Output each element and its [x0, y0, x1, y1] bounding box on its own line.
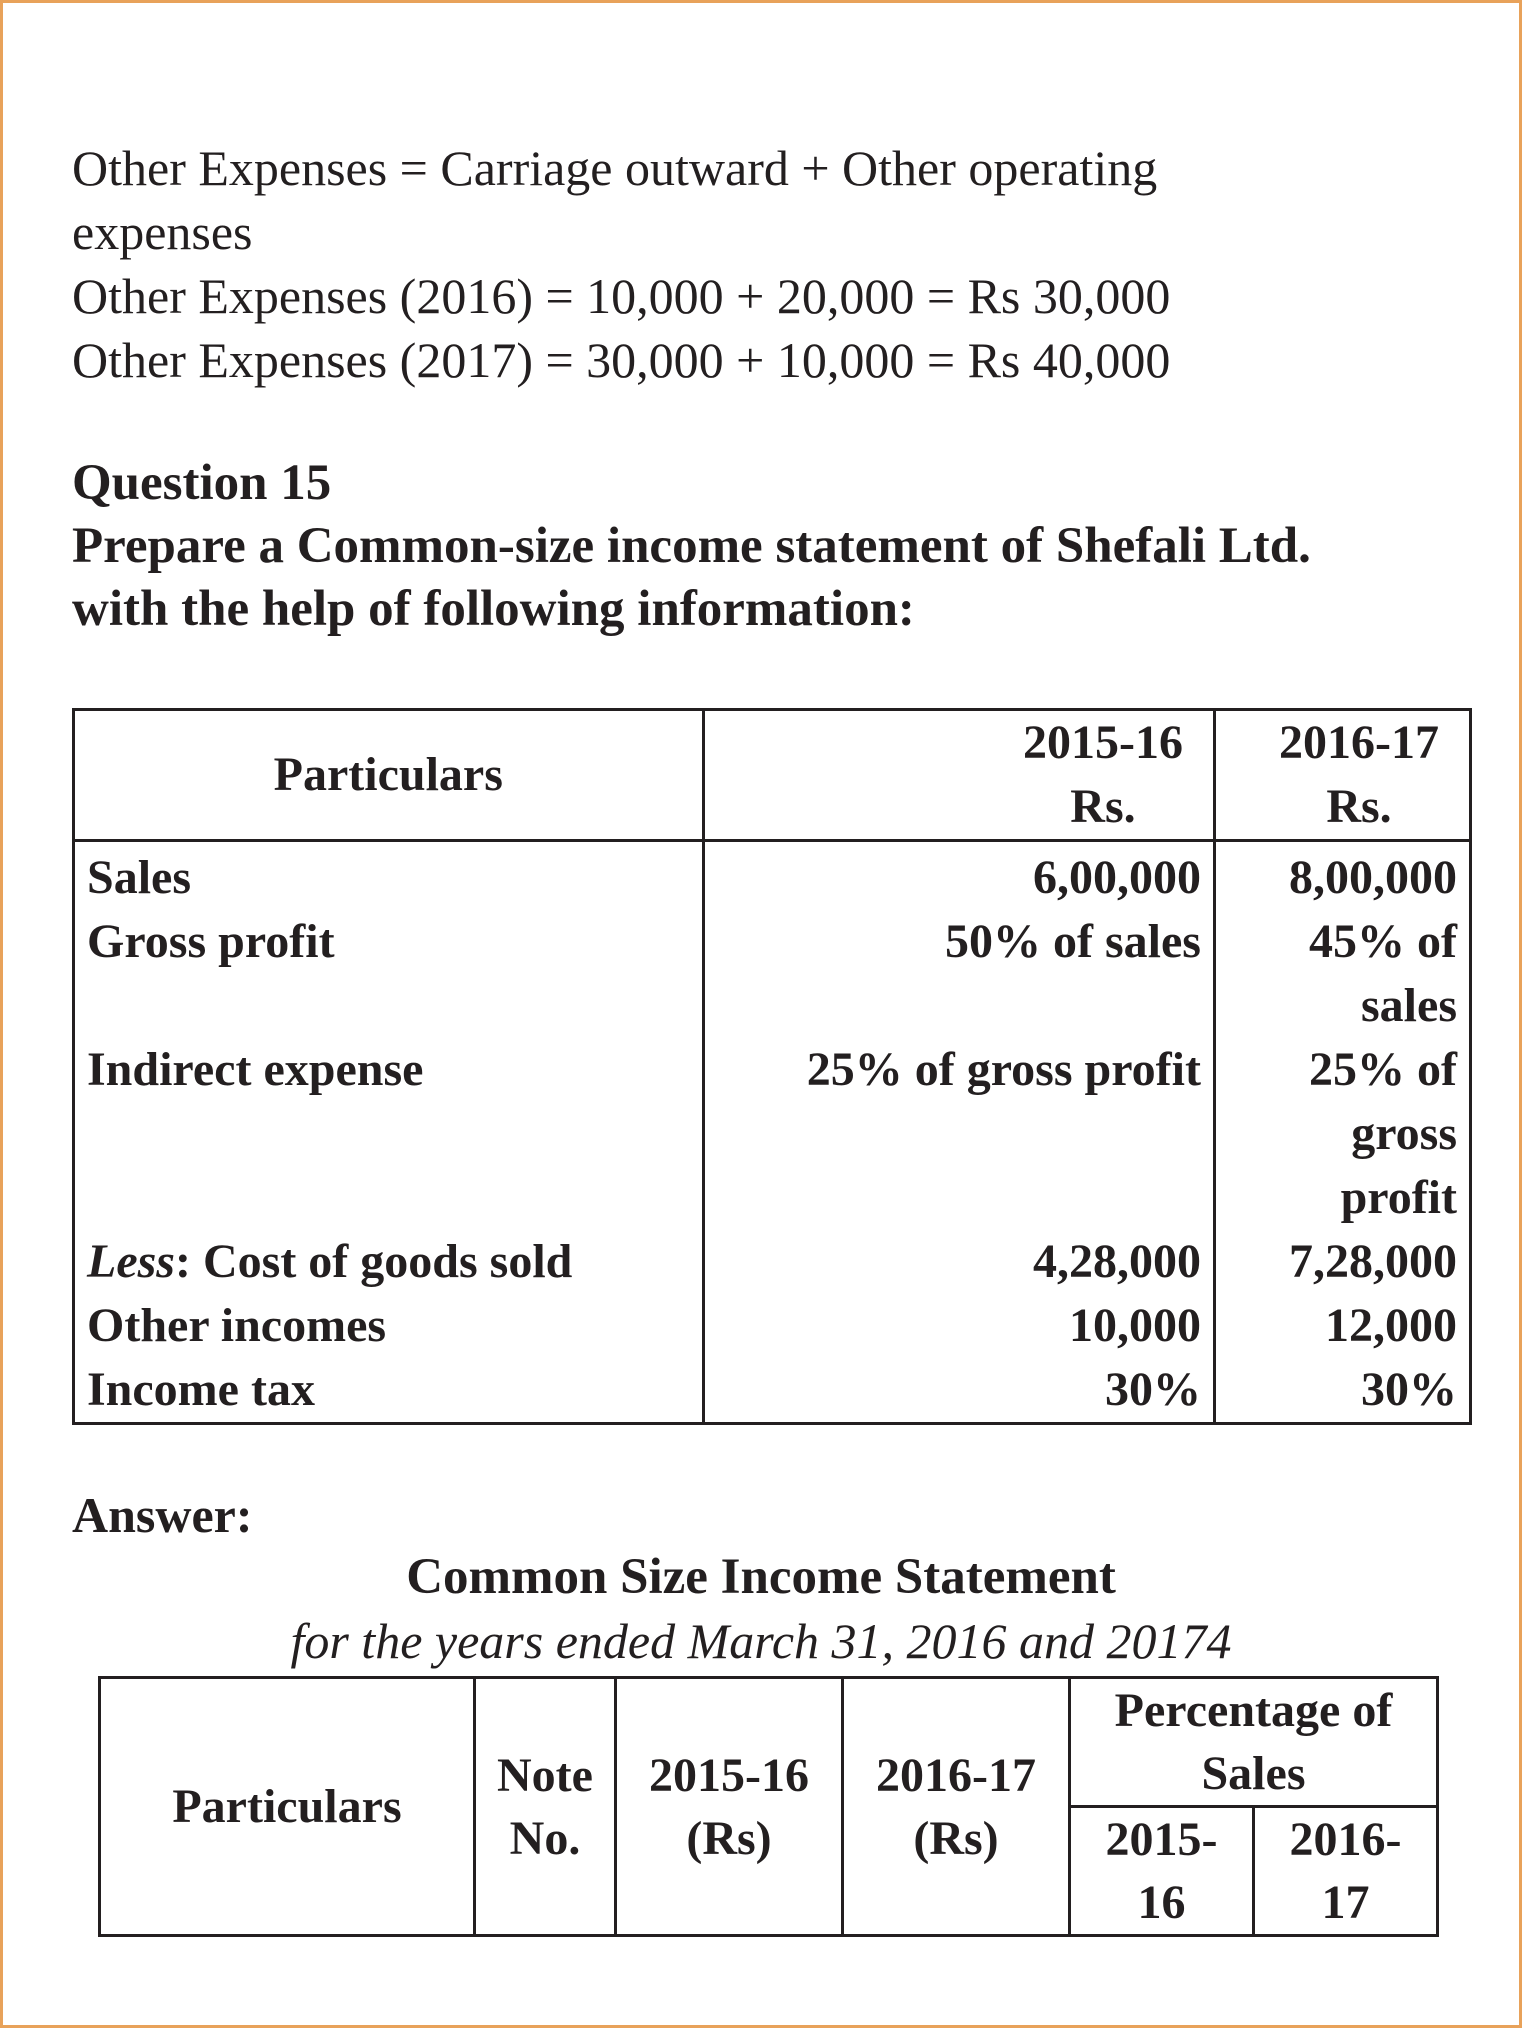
- header-particulars: Particulars: [74, 710, 704, 841]
- answer-header-row: [100, 1678, 1438, 1807]
- intro-line: expenses: [72, 204, 253, 260]
- value-indirect-expense-y1: 25% of gross profit: [806, 1043, 1201, 1096]
- row-label-sales: Sales: [87, 851, 192, 904]
- statement-subtitle: for the years ended March 31, 2016 and 20174: [290, 1613, 1232, 1669]
- question-text: Prepare a Common-size income statement of Shefali Ltd.: [72, 518, 1311, 574]
- year-2015-16-column: [703, 841, 1214, 1424]
- row-spacer: [717, 1102, 1201, 1166]
- header-year: 2015-16: [1022, 716, 1183, 769]
- answer-header-percentage: Percentage of Sales: [1070, 1678, 1438, 1807]
- statement-title: Common Size Income Statement: [406, 1549, 1116, 1605]
- value-gross-profit-y1: 50% of sales: [944, 915, 1201, 968]
- row-label-other-incomes: Other incomes: [87, 1299, 387, 1352]
- answer-header-particulars: Particulars: [100, 1678, 475, 1936]
- answer-header-note: Note No.: [475, 1678, 616, 1936]
- value-income-tax-y1: 30%: [1104, 1363, 1201, 1416]
- row-label-income-tax: Income tax: [87, 1363, 315, 1416]
- answer-table: [98, 1676, 1439, 1937]
- value-cogs-y1: 4,28,000: [1032, 1235, 1201, 1288]
- value-other-incomes-y1: 10,000: [1068, 1299, 1201, 1352]
- answer-label: Answer:: [72, 1487, 253, 1543]
- particulars-column: [74, 841, 704, 1424]
- value-other-incomes-y2: 12,000: [1325, 1299, 1457, 1352]
- table-body-row: [74, 841, 1471, 1424]
- intro-line: Other Expenses (2016) = 10,000 + 20,000 = Rs 30,000: [72, 268, 1171, 324]
- question-text: with the help of following information:: [72, 581, 915, 637]
- value-sales-y1: 6,00,000: [1032, 851, 1201, 904]
- row-label-cogs: Less: Cost of goods sold: [87, 1235, 573, 1288]
- header-year: 2016-17: [1279, 716, 1439, 769]
- value-cogs-y2: 7,28,000: [1289, 1235, 1457, 1288]
- year-2016-17-column: [1214, 841, 1470, 1424]
- given-data-table: [72, 708, 1472, 1425]
- answer-header-2015-16: 2015-16 (Rs): [616, 1678, 843, 1936]
- value-indirect-expense-y2: 25% of: [1309, 1043, 1457, 1096]
- header-year-2016-17: [1214, 710, 1470, 841]
- value-gross-profit-y2: sales: [1361, 979, 1457, 1032]
- intro-text: [72, 136, 1170, 392]
- header-unit: Rs.: [1326, 780, 1392, 833]
- row-spacer: [87, 974, 690, 1038]
- intro-line: Other Expenses (2017) = 30,000 + 10,000 = Rs 40,000: [72, 332, 1171, 388]
- intro-line: Other Expenses = Carriage outward + Other operating: [72, 140, 1158, 196]
- question-block: [72, 452, 1311, 641]
- value-indirect-expense-y2: gross: [1351, 1107, 1457, 1160]
- header-unit: Rs.: [1070, 780, 1136, 833]
- answer-subheader-2016-17: 2016- 17: [1254, 1807, 1438, 1936]
- less-prefix: Less: [87, 1235, 175, 1288]
- row-spacer: [717, 974, 1201, 1038]
- row-spacer: [87, 1166, 690, 1230]
- answer-header-2016-17: 2016-17 (Rs): [843, 1678, 1070, 1936]
- row-label-gross-profit: Gross profit: [87, 915, 335, 968]
- value-income-tax-y2: 30%: [1361, 1363, 1457, 1416]
- table-header-row: [74, 710, 1471, 841]
- value-sales-y2: 8,00,000: [1289, 851, 1457, 904]
- question-title: Question 15: [72, 455, 332, 511]
- row-label-indirect-expense: Indirect expense: [87, 1043, 424, 1096]
- value-indirect-expense-y2: profit: [1340, 1171, 1457, 1224]
- row-spacer: [717, 1166, 1201, 1230]
- header-year-2015-16: [703, 710, 1214, 841]
- answer-subheader-2015-16: 2015- 16: [1070, 1807, 1254, 1936]
- row-spacer: [87, 1102, 690, 1166]
- value-gross-profit-y2: 45% of: [1309, 915, 1457, 968]
